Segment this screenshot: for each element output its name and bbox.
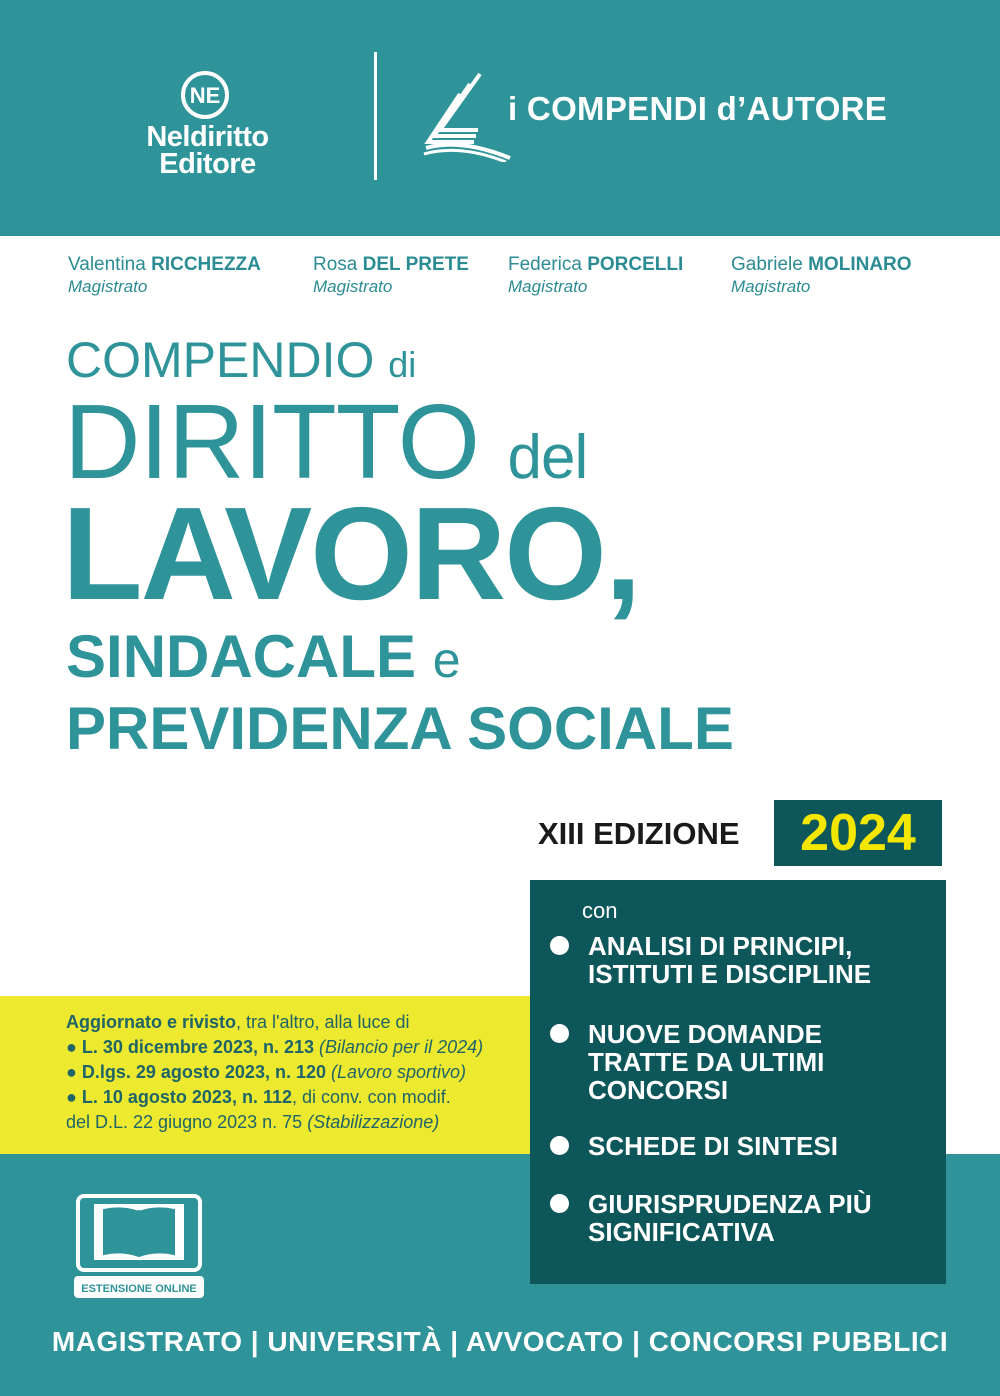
update-item-2-bold: D.lgs. 29 agosto 2023, n. 120 <box>81 1062 326 1082</box>
feature-item-2 <box>550 1020 940 1108</box>
feature-item-4 <box>550 1190 940 1250</box>
author-2-last: DEL PRETE <box>362 254 469 275</box>
author-2-role: Magistrato <box>313 277 393 296</box>
feature-2-line-2: TRATTE DA ULTIMI <box>588 1047 825 1077</box>
update-item-2: ● D.lgs. 29 agosto 2023, n. 120 (Lavoro sportivo) <box>66 1062 467 1082</box>
update-last-line-italic: (Stabilizzazione) <box>307 1112 440 1132</box>
update-last-line-text: del D.L. 22 giugno 2023 n. 75 <box>66 1112 303 1132</box>
publisher-mark-text: NE <box>189 83 221 108</box>
update-text <box>66 1010 526 1135</box>
author-3-last: PORCELLI <box>587 254 684 275</box>
series-logo <box>420 70 940 166</box>
publisher-mark-icon <box>180 70 230 120</box>
feature-1-line-1: ANALISI DI PRINCIPI, <box>588 931 853 961</box>
feature-item-1 <box>550 932 940 992</box>
author-1-role: Magistrato <box>68 277 148 296</box>
update-item-3: ● L. 10 agosto 2023, n. 112, di conv. con modif. <box>66 1087 451 1107</box>
publisher-name-line2: Editore <box>159 148 256 180</box>
series-title: i COMPENDI d’AUTORE <box>508 90 888 127</box>
author-3-role: Magistrato <box>508 277 588 296</box>
author-1-first: Valentina <box>68 254 146 275</box>
update-intro-rest: , tra l'altro, alla luce di <box>236 1012 410 1032</box>
feature-2-line-1: NUOVE DOMANDE <box>588 1019 823 1049</box>
publisher-logo <box>120 70 295 190</box>
author-3-first: Federica <box>508 254 582 275</box>
author-3 <box>508 254 683 297</box>
author-2 <box>313 254 469 297</box>
open-book-icon <box>420 70 512 162</box>
author-1 <box>68 254 261 297</box>
title-line-2-main: DIRITTO <box>64 383 480 501</box>
author-2-first: Rosa <box>313 254 358 275</box>
feature-3-line-1: SCHEDE DI SINTESI <box>588 1131 838 1161</box>
update-item-1-italic: (Bilancio per il 2024) <box>319 1037 484 1057</box>
online-extension-badge <box>74 1192 204 1300</box>
publisher-name <box>120 121 295 180</box>
publisher-name-line1: Neldiritto <box>146 121 269 153</box>
author-1-last: RICCHEZZA <box>151 254 261 275</box>
open-book-icon <box>104 1208 174 1256</box>
features-intro: con <box>582 898 618 923</box>
update-item-3-rest: , di conv. con modif. <box>291 1087 451 1107</box>
update-intro-bold: Aggiornato e rivisto <box>66 1012 237 1032</box>
footer-audience: MAGISTRATO | UNIVERSITÀ | AVVOCATO | CONCORSI PUBBLICI <box>51 1326 949 1357</box>
author-4-first: Gabriele <box>731 254 803 275</box>
feature-4-line-2: SIGNIFICATIVA <box>588 1217 775 1247</box>
edition-label: XIII EDIZIONE <box>538 816 740 851</box>
feature-item-3 <box>550 1132 940 1162</box>
update-item-3-bold: L. 10 agosto 2023, n. 112 <box>81 1087 292 1107</box>
online-extension-label: ESTENSIONE ONLINE <box>81 1283 197 1295</box>
author-4-last: MOLINARO <box>808 254 912 275</box>
title-line-4-main: SINDACALE <box>66 623 417 690</box>
feature-1-line-2: ISTITUTI E DISCIPLINE <box>588 959 872 989</box>
update-intro <box>66 1010 526 1035</box>
title-line-3: LAVORO, <box>62 480 640 627</box>
bullet-icon <box>550 1136 569 1155</box>
bullet-icon <box>550 1194 569 1213</box>
title-line-1-main: COMPENDIO <box>66 332 375 388</box>
bullet-icon <box>550 1024 569 1043</box>
feature-2-line-3: CONCORSI <box>588 1075 729 1105</box>
edition-year: 2024 <box>774 800 942 866</box>
update-box <box>0 996 530 1154</box>
update-item-1: ● L. 30 dicembre 2023, n. 213 (Bilancio per il 2024) <box>66 1037 484 1057</box>
bullet-icon <box>550 936 569 955</box>
feature-4-line-1: GIURISPRUDENZA PIÙ <box>588 1189 872 1219</box>
title-line-5: PREVIDENZA SOCIALE <box>66 695 734 762</box>
update-item-1-bold: L. 30 dicembre 2023, n. 213 <box>81 1037 315 1057</box>
author-4 <box>731 254 912 297</box>
authors-row <box>68 254 968 304</box>
title-line-1-small: di <box>388 344 417 385</box>
title-line-4 <box>66 624 461 693</box>
author-4-role: Magistrato <box>731 277 811 296</box>
header-band <box>0 0 1000 236</box>
update-item-2-italic: (Lavoro sportivo) <box>331 1062 467 1082</box>
title-line-4-small: e <box>432 632 461 688</box>
header-divider <box>374 52 377 180</box>
features-box <box>530 880 946 1284</box>
title-line-2-small: del <box>507 423 588 492</box>
update-last-line <box>66 1110 526 1135</box>
